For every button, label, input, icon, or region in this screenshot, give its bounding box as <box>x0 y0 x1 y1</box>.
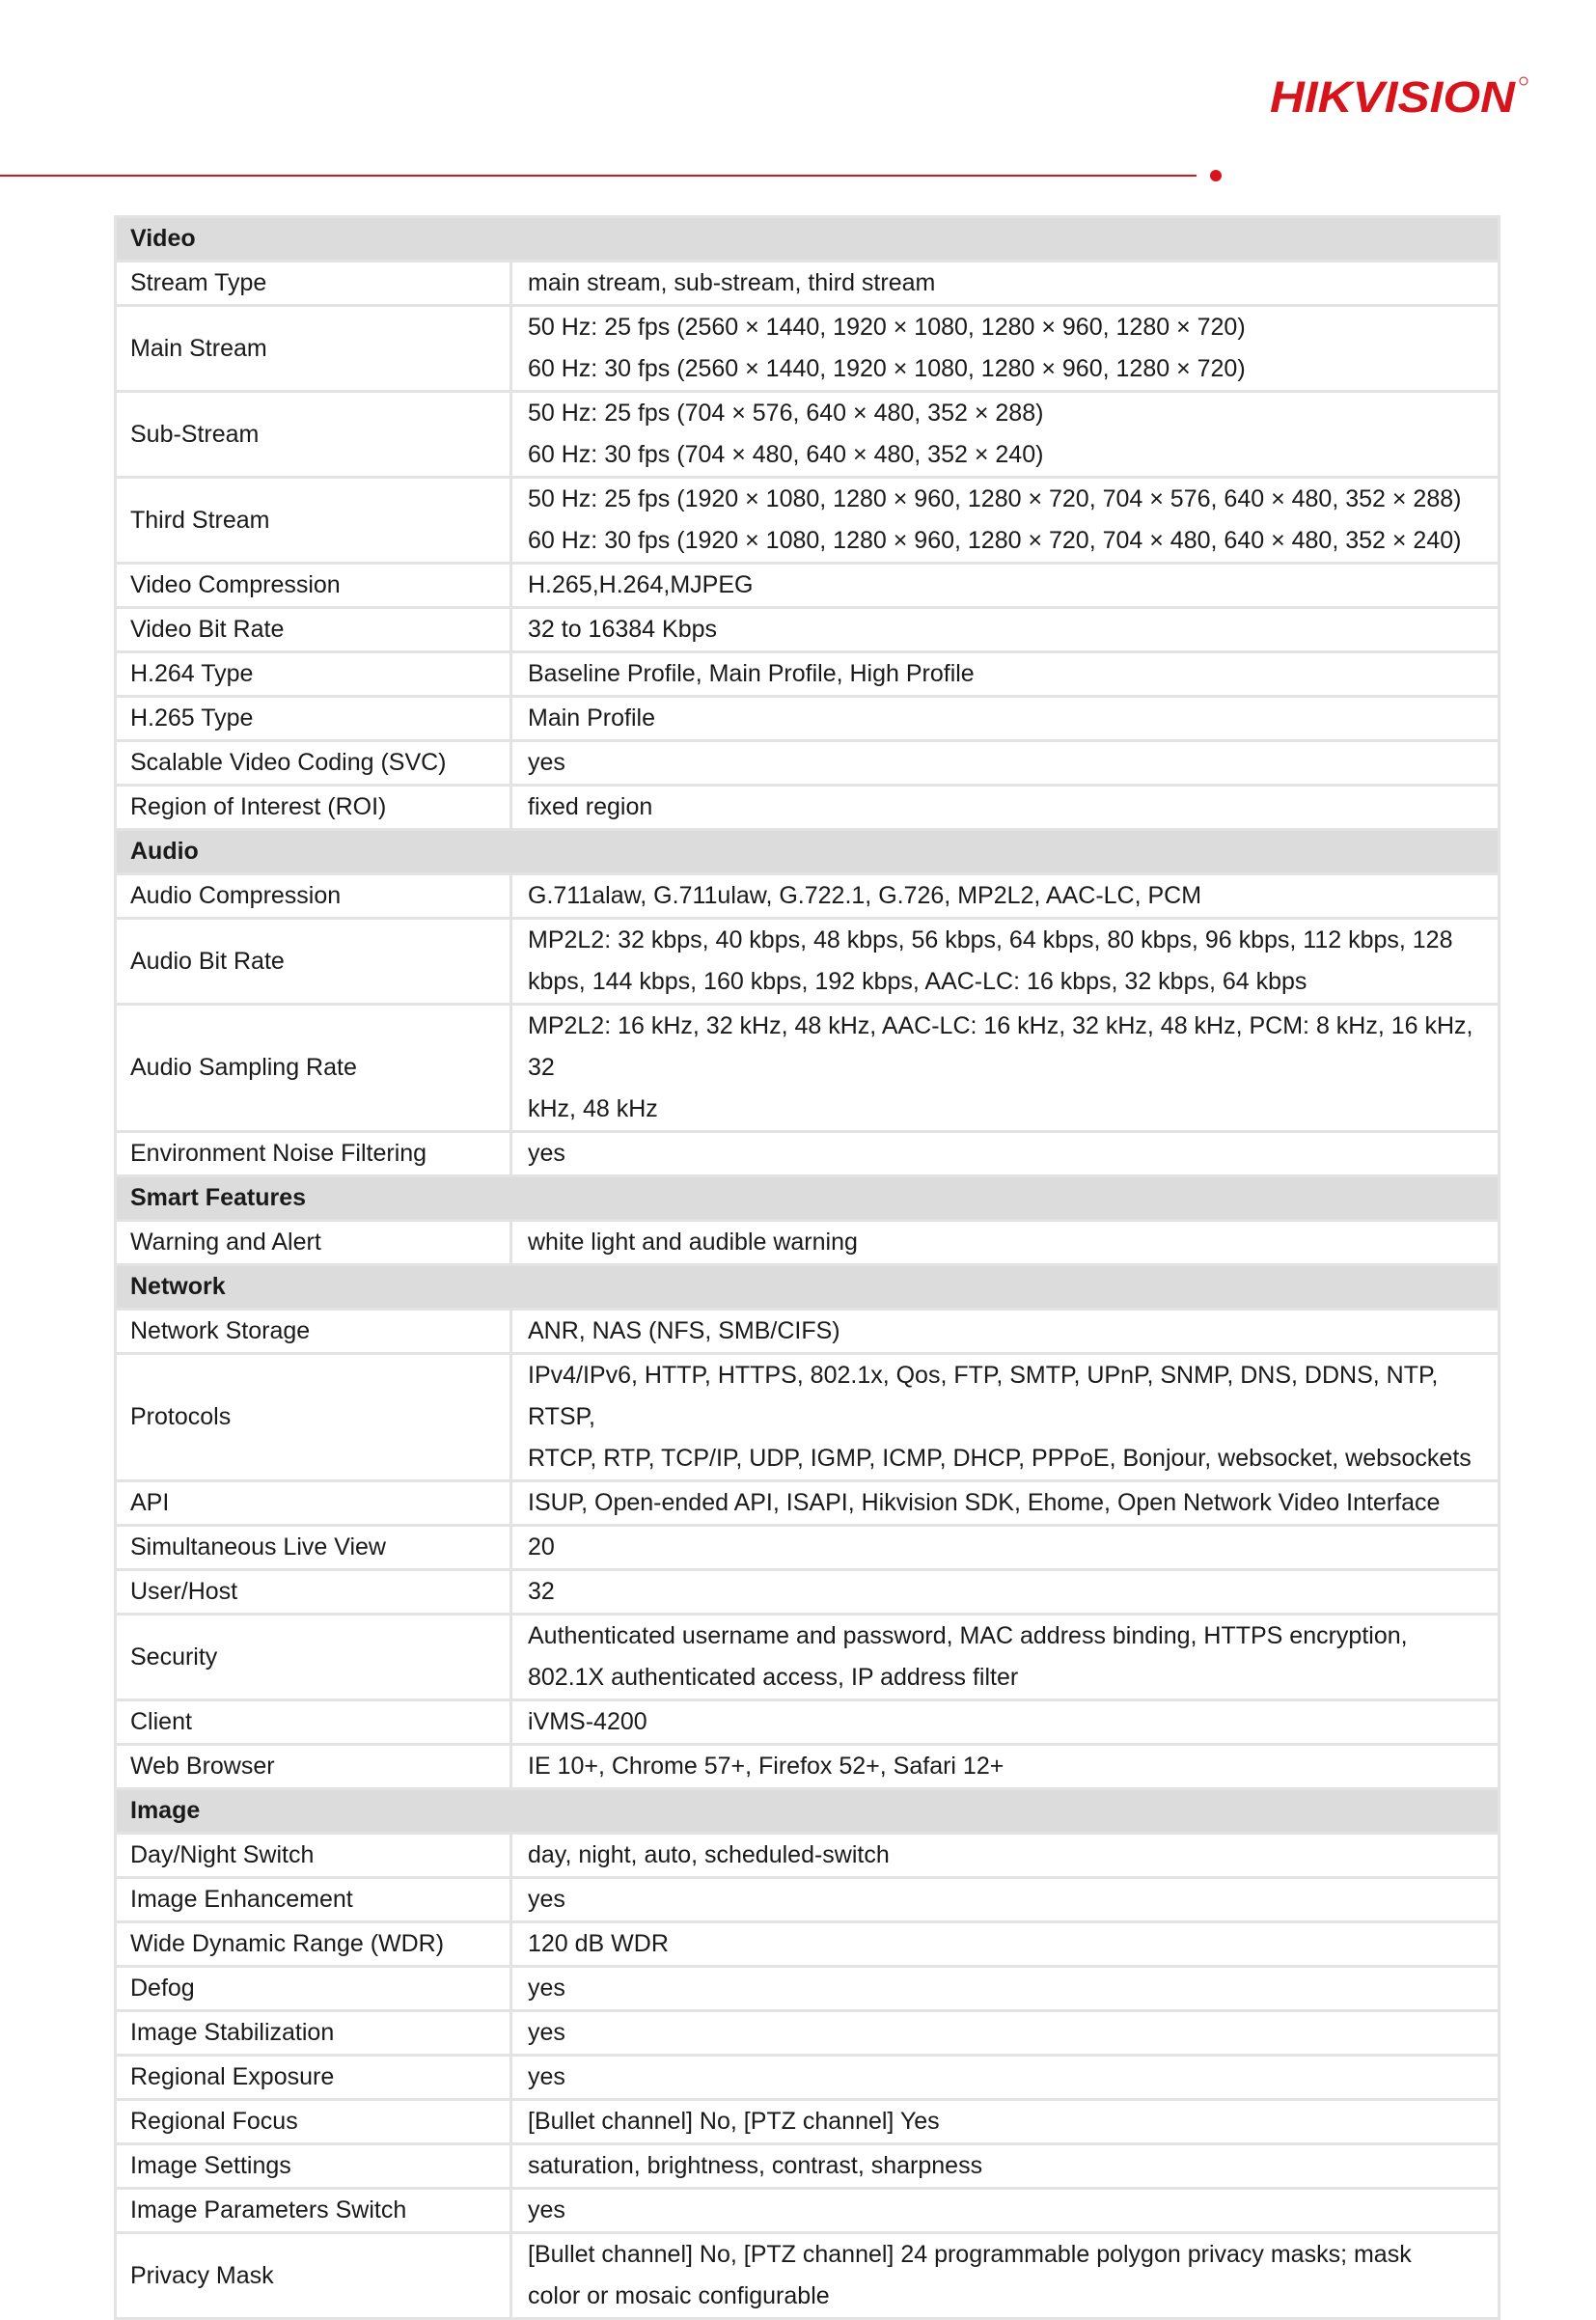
spec-row <box>116 2100 1500 2144</box>
spec-row <box>116 478 1500 564</box>
spec-value-line: 32 <box>528 1578 555 1605</box>
spec-label: Defog <box>116 1967 511 2011</box>
spec-value-line: [Bullet channel] No, [PTZ channel] 24 programmable polygon privacy masks; mask <box>528 2241 1412 2268</box>
spec-label: Stream Type <box>116 262 511 306</box>
spec-value <box>511 1570 1500 1615</box>
spec-row <box>116 652 1500 697</box>
spec-value-line: fixed region <box>528 793 653 820</box>
spec-value-line: RTCP, RTP, TCP/IP, UDP, IGMP, ICMP, DHCP, PPPoE, Bonjour, websocket, websockets <box>528 1445 1472 1472</box>
spec-value <box>511 1481 1500 1526</box>
spec-row <box>116 919 1500 1005</box>
spec-value-line: 802.1X authenticated access, IP address filter <box>528 1664 1019 1691</box>
spec-row <box>116 1005 1500 1132</box>
spec-value-line: MP2L2: 16 kHz, 32 kHz, 48 kHz, AAC-LC: 16 kHz, 32 kHz, 48 kHz, PCM: 8 kHz, 16 kHz, 32 <box>528 1012 1473 1081</box>
spec-value <box>511 1132 1500 1176</box>
spec-value-line: 120 dB WDR <box>528 1930 669 1957</box>
spec-value <box>511 1745 1500 1789</box>
spec-label: Regional Exposure <box>116 2056 511 2100</box>
spec-value-line: ISUP, Open-ended API, ISAPI, Hikvision SDK, Ehome, Open Network Video Interface <box>528 1489 1441 1516</box>
spec-value-line: saturation, brightness, contrast, sharpness <box>528 2152 983 2179</box>
spec-value-line: Baseline Profile, Main Profile, High Profile <box>528 660 975 687</box>
spec-value <box>511 1700 1500 1745</box>
section-header-row <box>116 217 1500 262</box>
spec-value <box>511 2100 1500 2144</box>
spec-label: Image Settings <box>116 2144 511 2189</box>
spec-value <box>511 1878 1500 1922</box>
spec-value-line: yes <box>528 1140 565 1167</box>
section-header-row <box>116 1789 1500 1834</box>
spec-row <box>116 1310 1500 1354</box>
header-divider <box>0 175 1197 177</box>
section-title: Network <box>116 1265 1500 1310</box>
spec-value-line: iVMS-4200 <box>528 1708 647 1735</box>
spec-row <box>116 1570 1500 1615</box>
spec-label: User/Host <box>116 1570 511 1615</box>
spec-value-line: 50 Hz: 25 fps (704 × 576, 640 × 480, 352 × 288) <box>528 400 1044 427</box>
spec-value-line: IE 10+, Chrome 57+, Firefox 52+, Safari 12+ <box>528 1753 1004 1780</box>
spec-value <box>511 2144 1500 2189</box>
spec-value <box>511 1615 1500 1700</box>
spec-value <box>511 608 1500 652</box>
spec-value-line: kHz, 48 kHz <box>528 1095 658 1122</box>
spec-value-line: 32 to 16384 Kbps <box>528 616 717 643</box>
spec-row <box>116 1745 1500 1789</box>
spec-value <box>511 652 1500 697</box>
spec-row <box>116 2011 1500 2056</box>
spec-row <box>116 564 1500 608</box>
spec-value-line: 20 <box>528 1533 555 1560</box>
spec-label: Third Stream <box>116 478 511 564</box>
spec-value-line: day, night, auto, scheduled-switch <box>528 1841 890 1868</box>
spec-value-line: Main Profile <box>528 704 655 732</box>
spec-row <box>116 697 1500 741</box>
spec-value <box>511 697 1500 741</box>
specifications-table <box>114 215 1500 2320</box>
spec-row <box>116 2056 1500 2100</box>
spec-label: Environment Noise Filtering <box>116 1132 511 1176</box>
spec-value <box>511 786 1500 830</box>
spec-value-line: yes <box>528 749 565 776</box>
spec-value <box>511 1354 1500 1481</box>
spec-value-line: yes <box>528 2019 565 2046</box>
registered-mark-icon <box>1520 77 1527 85</box>
spec-label: Audio Compression <box>116 874 511 919</box>
spec-value-line: [Bullet channel] No, [PTZ channel] Yes <box>528 2108 940 2135</box>
specifications-table-body <box>116 217 1500 2319</box>
spec-value-line: yes <box>528 2196 565 2223</box>
section-header-row <box>116 1265 1500 1310</box>
section-title: Video <box>116 217 1500 262</box>
spec-row <box>116 1700 1500 1745</box>
spec-value <box>511 392 1500 478</box>
spec-value <box>511 1526 1500 1570</box>
spec-value-line: 60 Hz: 30 fps (704 × 480, 640 × 480, 352 × 240) <box>528 441 1044 468</box>
spec-label: Privacy Mask <box>116 2233 511 2319</box>
spec-label: Client <box>116 1700 511 1745</box>
spec-row <box>116 2144 1500 2189</box>
spec-label: Day/Night Switch <box>116 1834 511 1878</box>
spec-row <box>116 262 1500 306</box>
spec-label: Sub-Stream <box>116 392 511 478</box>
spec-value <box>511 919 1500 1005</box>
spec-row <box>116 2189 1500 2233</box>
spec-value-line: H.265,H.264,MJPEG <box>528 571 754 598</box>
spec-value-line: yes <box>528 1886 565 1913</box>
spec-value-line: yes <box>528 1975 565 2002</box>
spec-label: Main Stream <box>116 306 511 392</box>
spec-label: Network Storage <box>116 1310 511 1354</box>
section-header-row <box>116 830 1500 874</box>
spec-value-line: kbps, 144 kbps, 160 kbps, 192 kbps, AAC-LC: 16 kbps, 32 kbps, 64 kbps <box>528 968 1307 995</box>
spec-value <box>511 1221 1500 1265</box>
spec-label: Video Bit Rate <box>116 608 511 652</box>
spec-row <box>116 1967 1500 2011</box>
spec-row <box>116 1922 1500 1967</box>
spec-value-line: 60 Hz: 30 fps (1920 × 1080, 1280 × 960, 1280 × 720, 704 × 480, 640 × 480, 352 × 240) <box>528 527 1462 554</box>
spec-label: Video Compression <box>116 564 511 608</box>
hikvision-logo <box>1270 71 1530 122</box>
spec-value-line: ANR, NAS (NFS, SMB/CIFS) <box>528 1317 840 1344</box>
spec-label: Region of Interest (ROI) <box>116 786 511 830</box>
spec-value-line: 50 Hz: 25 fps (2560 × 1440, 1920 × 1080, 1280 × 960, 1280 × 720) <box>528 314 1246 341</box>
spec-value <box>511 1967 1500 2011</box>
spec-label: Image Stabilization <box>116 2011 511 2056</box>
spec-label: Warning and Alert <box>116 1221 511 1265</box>
section-title: Smart Features <box>116 1176 1500 1221</box>
spec-value <box>511 741 1500 786</box>
section-title: Audio <box>116 830 1500 874</box>
spec-label: Audio Bit Rate <box>116 919 511 1005</box>
spec-row <box>116 741 1500 786</box>
section-title: Image <box>116 1789 1500 1834</box>
spec-label: Audio Sampling Rate <box>116 1005 511 1132</box>
spec-value-line: main stream, sub-stream, third stream <box>528 269 936 296</box>
spec-value <box>511 2011 1500 2056</box>
spec-row <box>116 608 1500 652</box>
spec-value-line: IPv4/IPv6, HTTP, HTTPS, 802.1x, Qos, FTP, SMTP, UPnP, SNMP, DNS, DDNS, NTP, RTSP, <box>528 1362 1439 1430</box>
spec-row <box>116 392 1500 478</box>
spec-value-line: Authenticated username and password, MAC address binding, HTTPS encryption, <box>528 1622 1408 1649</box>
spec-row <box>116 1221 1500 1265</box>
spec-label: Image Enhancement <box>116 1878 511 1922</box>
spec-value <box>511 564 1500 608</box>
spec-label: H.265 Type <box>116 697 511 741</box>
spec-row <box>116 1878 1500 1922</box>
section-header-row <box>116 1176 1500 1221</box>
header-divider-dot <box>1210 170 1222 181</box>
spec-row <box>116 1615 1500 1700</box>
spec-row <box>116 1132 1500 1176</box>
logo-text: HIKVISION <box>1270 72 1517 122</box>
spec-label: H.264 Type <box>116 652 511 697</box>
spec-value <box>511 2233 1500 2319</box>
spec-row <box>116 786 1500 830</box>
spec-label: Web Browser <box>116 1745 511 1789</box>
spec-label: API <box>116 1481 511 1526</box>
spec-label: Protocols <box>116 1354 511 1481</box>
spec-label: Regional Focus <box>116 2100 511 2144</box>
spec-value-line: white light and audible warning <box>528 1229 858 1256</box>
spec-label: Wide Dynamic Range (WDR) <box>116 1922 511 1967</box>
spec-value-line: MP2L2: 32 kbps, 40 kbps, 48 kbps, 56 kbps, 64 kbps, 80 kbps, 96 kbps, 112 kbps, 128 <box>528 926 1453 953</box>
spec-label: Image Parameters Switch <box>116 2189 511 2233</box>
spec-value-line: G.711alaw, G.711ulaw, G.722.1, G.726, MP2L2, AAC-LC, PCM <box>528 882 1202 909</box>
spec-value <box>511 1834 1500 1878</box>
spec-value-line: 60 Hz: 30 fps (2560 × 1440, 1920 × 1080, 1280 × 960, 1280 × 720) <box>528 355 1246 382</box>
spec-label: Security <box>116 1615 511 1700</box>
spec-value <box>511 1922 1500 1967</box>
spec-value-line: color or mosaic configurable <box>528 2282 830 2309</box>
spec-label: Scalable Video Coding (SVC) <box>116 741 511 786</box>
spec-row <box>116 2233 1500 2319</box>
spec-value <box>511 1310 1500 1354</box>
spec-value-line: yes <box>528 2063 565 2090</box>
spec-value <box>511 874 1500 919</box>
spec-value-line: 50 Hz: 25 fps (1920 × 1080, 1280 × 960, 1280 × 720, 704 × 576, 640 × 480, 352 × 288) <box>528 485 1462 512</box>
spec-value <box>511 1005 1500 1132</box>
spec-value <box>511 478 1500 564</box>
spec-value <box>511 262 1500 306</box>
spec-label: Simultaneous Live View <box>116 1526 511 1570</box>
spec-row <box>116 1526 1500 1570</box>
spec-value <box>511 2056 1500 2100</box>
spec-row <box>116 1354 1500 1481</box>
spec-row <box>116 1481 1500 1526</box>
spec-row <box>116 874 1500 919</box>
spec-value <box>511 2189 1500 2233</box>
spec-row <box>116 1834 1500 1878</box>
spec-value <box>511 306 1500 392</box>
spec-row <box>116 306 1500 392</box>
